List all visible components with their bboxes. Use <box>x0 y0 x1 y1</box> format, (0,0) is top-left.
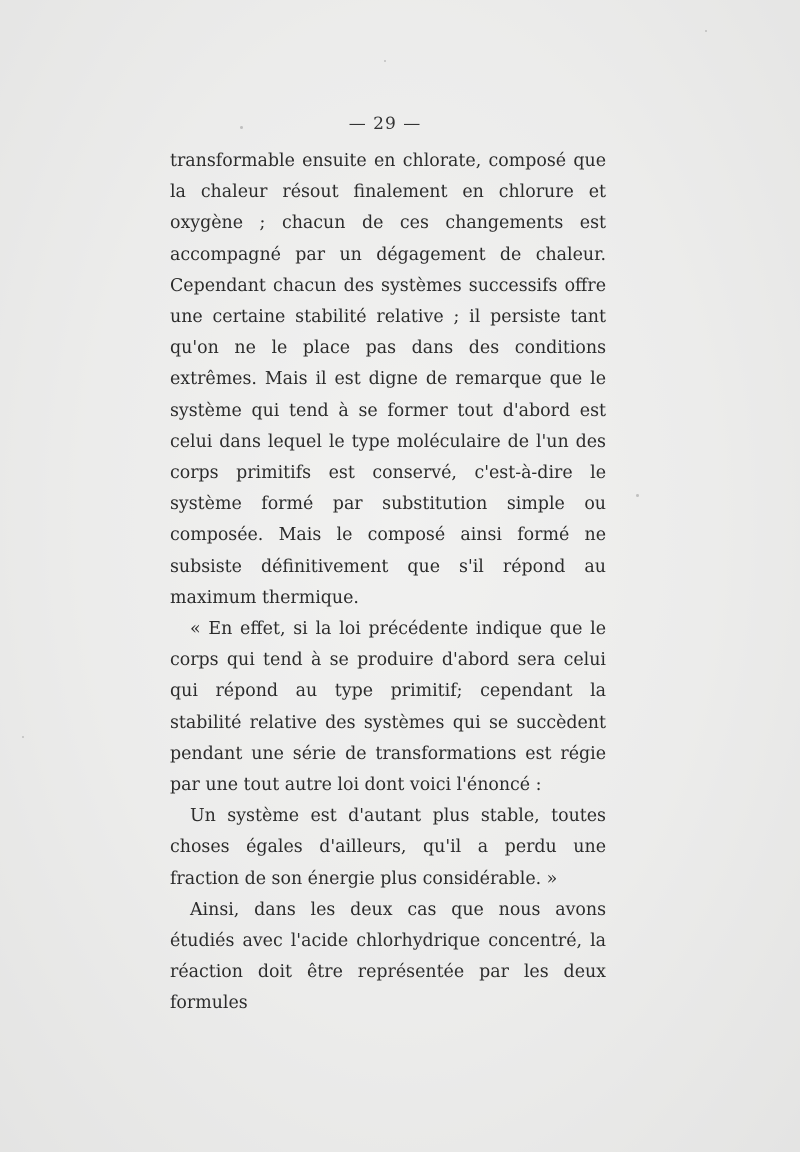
paragraph-1: transformable ensuite en chlorate, composé que la chaleur résout finalement en chlorure et oxygène ; chacun de ces changements est accompagné par un dégagement de chaleur. Cependant chacun des systèmes successifs offre une certaine stabilité relative ; il persiste tant qu'on ne le place pas dans des conditions extrêmes. Mais il est digne de remarque que le système qui tend à se former tout d'abord est celui dans lequel le type moléculaire de l'un des corps primitifs est conservé, c'est-à-dire le système formé par substitution simple ou composée. Mais le composé ainsi formé ne subsiste définitivement que s'il répond au maximum thermique. <box>170 151 606 608</box>
scan-speck <box>636 494 639 497</box>
scan-speck <box>705 30 707 32</box>
scan-speck <box>240 126 243 129</box>
paragraph-3: Un système est d'autant plus stable, toutes choses égales d'ailleurs, qu'il a perdu une fraction de son énergie plus considérable. » <box>170 806 606 889</box>
paragraph-4: Ainsi, dans les deux cas que nous avons étudiés avec l'acide chlorhydrique concentré, la réaction doit être représentée par les deux formules <box>170 899 606 1014</box>
body-text <box>170 146 606 1020</box>
page-number: — 29 — <box>348 114 422 134</box>
paragraph-2: « En effet, si la loi précédente indique que le corps qui tend à se produire d'abord sera celui qui répond au type primitif; cependant la stabilité relative des systèmes qui se succèdent pendant une série de transformations est régie par une tout autre loi dont voici l'énoncé : <box>170 619 606 796</box>
scan-speck <box>384 60 386 62</box>
scan-speck <box>22 736 24 738</box>
